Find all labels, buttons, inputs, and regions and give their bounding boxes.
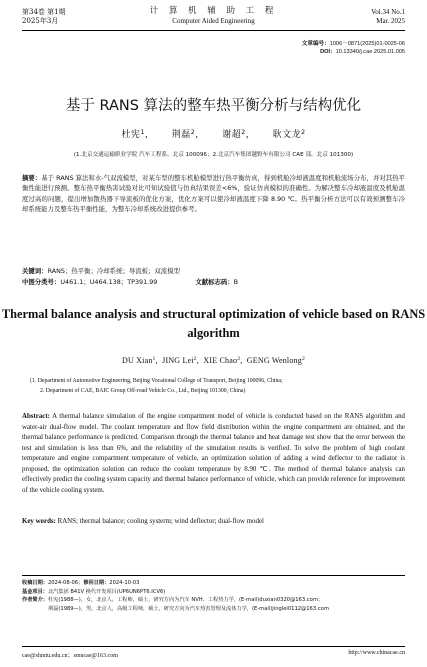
author-en: XIE Chao (203, 356, 238, 365)
author-en: GENG Wenlong (246, 356, 302, 365)
author-bio-1: 杜宪(1988—)，女，北京人，工程师，硕士，研究方向为汽车 NVH、工程热力学，(E-mail)duxian0320@163.com； (47, 597, 324, 604)
abstract-cn-text: 基于 RANS 算法和水-气双流模型，对某车型的整车机舱模型进行热平衡仿真，得到机舱冷却液温度和机舱流场分布，并对其热平衡性能进行预测。整车热平衡热害试验对比可知试验值与仿真结果误差<6%，验证仿真模拟的准确性。为解决整车冷却液温度及机舱温度过高的问题，提出增加散热器下导流板的优化方案，优化方案可以使冷却液温度下降 8.90 ℃。热平衡分析方法可以有效预测整车冷却系统能力及整车热平衡性能，为整车冷却系统改进提供参考。 (22, 174, 405, 213)
author-cn: 谢超 (222, 130, 242, 140)
revised-label: 修回日期： (83, 580, 110, 586)
author-sup: 2 (301, 129, 306, 136)
received-date: 2024-08-06 (47, 580, 79, 586)
author-sup: 1 (140, 129, 145, 136)
article-no: 1006－0871(2025)01-0025-06 (329, 41, 405, 47)
volume-cn: 第34卷 第1期 (22, 8, 66, 16)
fund-text: 北汽集团 B41V 换代开发项目(UP6UN6PT6.ICV6) (47, 588, 166, 595)
received-label: 收稿日期： (22, 580, 48, 586)
date-en: Mar. 2025 (376, 17, 405, 25)
authors-en: DU Xian$^1$, JING Lei$^2$, XIE Chao$^2$, GENG Wenlong$^2$ (122, 356, 305, 365)
affiliation-en-line: 2. Department of CAE, BAIC Group Off-road Vehicle Co., Ltd., Beijing 101300, China) (40, 387, 246, 394)
revised-date: 2024-10-03 (109, 580, 140, 586)
author-sup: 2 (237, 356, 241, 362)
author-en: JING Lei (162, 356, 194, 365)
abstract-en-label: Abstract: (22, 413, 50, 420)
abstract-cn-label: 摘要： (22, 174, 42, 182)
keywords-cn (22, 266, 180, 276)
abstract-en-text: A thermal balance simulation of the engine compartment model of vehicle is conducted based on the RANS algorithm and water-air dual-flow model. The coolant temperature and flow field distribution within the engine compartment are obtained, and the thermal balance performance is predicted. Comparison through the thermal balance and heat damage test show that the error between the test and simulation is less than 6%, and the reliability of the simulation results is verified. To solve the problem of high coolant temperature and engine compartment temperature of vehicle, an optimization solution of adding a wind deflector to the radiator is proposed, the optimization solution can reduce the coolant temperature by 8.90 ℃. The method of thermal balance analysis can effectively predict the cooling system capacity and thermal balance performance of vehicle, which can provide reference for improvement of the vehicle cooling system. (22, 413, 405, 494)
author-en: DU Xian (122, 356, 153, 365)
title-en: Thermal balance analysis and structural optimization of vehicle based on RANS algorithm (1, 307, 426, 340)
footnotes: 收稿日期：2024-08-06；修回日期：2024-10-03 基金项目：北汽集团 B41V 换代开发项目(UP6UN6PT6.ICV6) 作者简介：杜宪(1988—)，女，北京人，工程师，硕士，研究方向为汽车 NVH、工程热力学，(E-mail)duxian0320@163.com； 荆磊(1989—)，男，北京人，高级工程师，硕士，研究方向为汽车热害管理及流体力学，(E-mail)jinglei0112@163.com (22, 579, 405, 613)
author-sup: 2 (241, 129, 246, 136)
doi: 10.13340/j.cae.2025.01.005 (335, 49, 405, 55)
authors-cn: 杜宪$^1$， 荆磊$^2$， 谢超$^2$， 耿文龙$^2$ (121, 129, 306, 140)
affiliation-en-line: (1. Department of Automotive Engineering, Beijing Vocational College of Transport, Beijing 100096, China; (30, 378, 283, 384)
author-cn: 耿文龙 (272, 130, 302, 140)
doc-code-label: 文献标志码： (195, 278, 234, 286)
keywords-en (22, 517, 405, 527)
fund-label: 基金项目： (22, 588, 48, 595)
date-cn: 2025年3月 (22, 17, 59, 25)
journal-name-en: Computer Aided Engineering (172, 17, 255, 25)
author-bio-label: 作者简介： (22, 597, 48, 604)
classification-cn (22, 277, 238, 287)
article-no-label: 文章编号： (301, 41, 330, 47)
footnote-rule (22, 575, 405, 576)
author-cn: 杜宪 (121, 130, 141, 140)
author-sup: 2 (301, 356, 305, 362)
abstract-cn (22, 173, 405, 214)
keywords-en-text: RANS; thermal balance; cooling systerm; wind deflector; dual-flow model (57, 518, 264, 525)
keywords-cn-label: 关键词： (22, 267, 48, 275)
header-rule (22, 30, 405, 31)
volume-en: Vol.34 No.1 (371, 8, 405, 16)
keywords-en-label: Key words: (22, 518, 56, 525)
doc-code: B (233, 278, 239, 286)
running-header-right (371, 8, 405, 26)
abstract-en (22, 412, 405, 496)
footer-website: http://www.chinacae.cn (348, 650, 405, 656)
title-cn: 基于 RANS 算法的整车热平衡分析与结构优化 (65, 98, 362, 114)
journal-name-cn: 计 算 机 辅 助 工 程 (149, 6, 278, 16)
author-cn: 荆磊 (171, 130, 191, 140)
clc-label: 中图分类号： (22, 278, 61, 286)
author-sup: 2 (190, 129, 196, 136)
article-metadata (302, 40, 405, 56)
author-bio-2: 荆磊(1989—)，男，北京人，高级工程师，硕士，研究方向为汽车热害管理及流体力学，(E-mail)jinglei0112@163.com (48, 605, 329, 612)
clc-number: U461.1；U464.138；TP391.99 (60, 278, 158, 286)
running-header-center (0, 6, 427, 26)
author-sup: 1 (152, 356, 156, 362)
footer-rule (22, 646, 405, 647)
affiliation-en (30, 377, 405, 396)
affiliation-cn: (1.北京交通运输职业学院 汽车工程系，北京 100096；2.北京汽车集团越野车有限公司 CAE 部，北京 101300) (73, 152, 354, 158)
author-sup: 2 (193, 356, 197, 362)
doi-label: DOI： (320, 49, 336, 55)
footer-email: cae@shmtu.edu.cn；smucae@163.com (22, 653, 118, 659)
keywords-cn-text: RANS；热平衡；冷却系统；导流板；双流模型 (47, 267, 180, 275)
